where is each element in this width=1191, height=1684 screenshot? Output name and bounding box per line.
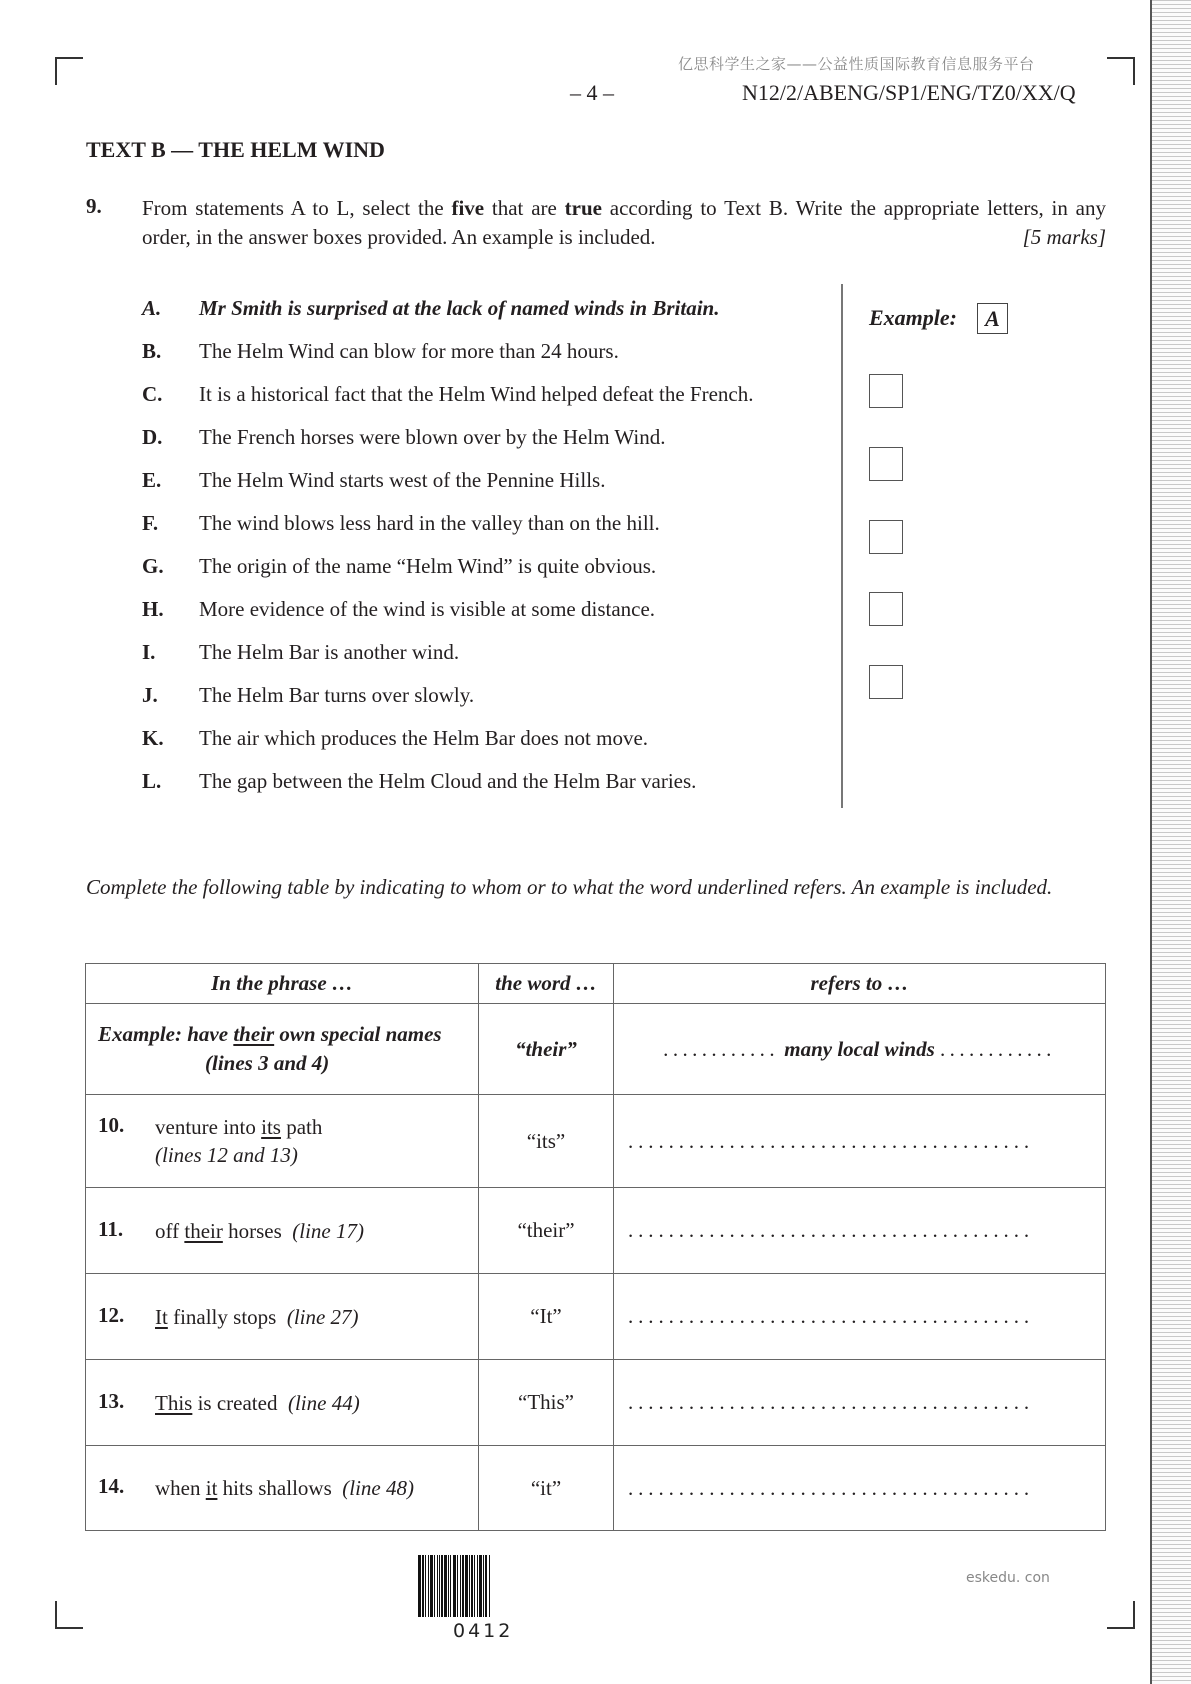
question-row-14 (86, 1446, 1106, 1531)
statement-letter: H. (142, 597, 164, 621)
page-number: – 4 – (570, 80, 614, 105)
barcode-bar (485, 1555, 487, 1617)
question-number: 10. (98, 1113, 125, 1137)
example-word-cell: “their” (479, 1004, 614, 1095)
question-text: From statements A to L, select the five that are true according to Text B. Write the appropriate letters, in any order, in the answer boxes provided. An example is included. [5 marks] (142, 194, 1106, 252)
phrase-cell (86, 1188, 479, 1274)
statement-letter: A. (142, 296, 162, 320)
marks-label: [5 marks] (1022, 225, 1106, 249)
barcode-bar (474, 1555, 475, 1617)
statement-text: It is a historical fact that the Helm Wind helped defeat the French. (199, 382, 754, 406)
line-reference: (line 27) (286, 1304, 359, 1329)
statement-text: More evidence of the wind is visible at some distance. (199, 597, 656, 621)
question-number: 14. (98, 1474, 125, 1498)
phrase-cell (86, 1274, 479, 1360)
table-instruction: Complete the following table by indicating to whom or to what the word underlined refers. An example is included. (86, 875, 1053, 899)
statement-letter: B. (142, 339, 162, 363)
statement-letter: J. (142, 683, 158, 707)
barcode-bar (465, 1555, 468, 1617)
barcode (418, 1555, 548, 1617)
barcode-bar (462, 1555, 464, 1617)
paper-code: N12/2/ABENG/SP1/ENG/TZ0/XX/Q (742, 80, 1076, 105)
phrase-cell (86, 1095, 479, 1188)
statement-letter: C. (142, 382, 163, 406)
barcode-bar (448, 1555, 449, 1617)
question-row-10 (86, 1095, 1106, 1188)
footer-site-watermark: eskedu. con (966, 1570, 1050, 1586)
answer-box-5[interactable] (869, 665, 903, 699)
word-cell: “It” (479, 1274, 614, 1360)
barcode-bar (453, 1555, 456, 1617)
word-cell: “it” (479, 1446, 614, 1531)
line-reference: (line 48) (342, 1476, 414, 1500)
phrase-text: off their horses (line 17) (155, 1218, 364, 1243)
line-reference: (lines 12 and 13) (155, 1143, 298, 1167)
vertical-divider (841, 284, 843, 808)
statement-text: The Helm Wind starts west of the Pennine Hills. (199, 468, 606, 492)
answer-dotted-line[interactable]: ........................................ (628, 1128, 1034, 1153)
header-word: the word … (479, 964, 614, 1004)
header-refers-to: refers to … (614, 964, 1106, 1004)
question-number: 11. (98, 1216, 124, 1241)
barcode-bar (418, 1555, 421, 1617)
underlined-word: It (155, 1304, 168, 1329)
example-phrase-cell: Example: have their own special names (lines 3 and 4) (86, 1004, 479, 1095)
statement-letter: K. (142, 726, 164, 750)
underlined-word: it (205, 1476, 218, 1500)
barcode-bar (437, 1555, 438, 1617)
barcode-bar (450, 1555, 451, 1617)
reference-table (85, 963, 1106, 1531)
statement-letter: E. (142, 468, 162, 492)
header-phrase: In the phrase … (86, 964, 479, 1004)
barcode-bar (422, 1555, 424, 1617)
underlined-word: This (155, 1390, 193, 1415)
underlined-word: its (261, 1115, 281, 1139)
question-number: 12. (98, 1302, 125, 1327)
barcode-bar (479, 1555, 482, 1617)
barcode-bar (471, 1555, 473, 1617)
section-title: TEXT B — THE HELM WIND (86, 137, 385, 162)
phrase-text: It finally stops (line 27) (155, 1304, 359, 1329)
example-answer-cell: ............ many local winds ............ (614, 1004, 1106, 1095)
statement-text: The wind blows less hard in the valley than on the hill. (199, 511, 660, 535)
answer-box-1[interactable] (869, 374, 903, 408)
underlined-word: their (233, 1022, 275, 1046)
crop-mark-top-right (1107, 57, 1135, 85)
barcode-bar (477, 1555, 478, 1617)
statement-text: The Helm Bar turns over slowly. (199, 683, 475, 707)
answer-dotted-line[interactable]: ........................................ (628, 1304, 1034, 1328)
answer-cell[interactable] (614, 1188, 1106, 1274)
line-reference: (line 17) (292, 1218, 364, 1243)
statement-letter: G. (142, 554, 164, 578)
statement-text: Mr Smith is surprised at the lack of named winds in Britain. (199, 296, 720, 320)
word-cell: “their” (479, 1188, 614, 1274)
statement-text: The origin of the name “Helm Wind” is quite obvious. (199, 554, 657, 578)
table-header-row (86, 964, 1106, 1004)
barcode-bar (425, 1555, 426, 1617)
statement-text: The French horses were blown over by the Helm Wind. (199, 425, 666, 449)
example-answer-box: A (977, 303, 1008, 334)
answer-cell[interactable] (614, 1095, 1106, 1188)
answer-dotted-line[interactable]: ........................................ (628, 1390, 1034, 1414)
phrase-text: when it hits shallows (line 48) (155, 1476, 414, 1500)
answer-dotted-line[interactable]: ........................................ (628, 1475, 1034, 1500)
question-number: 9. (86, 194, 102, 218)
answer-cell[interactable] (614, 1274, 1106, 1360)
statement-letter: I. (142, 640, 156, 664)
crop-mark-top-left (55, 57, 83, 85)
barcode-bar (430, 1555, 433, 1617)
statement-text: The gap between the Helm Cloud and the Helm Bar varies. (199, 769, 697, 793)
barcode-number: 0412 (453, 1620, 514, 1642)
question-row-11 (86, 1188, 1106, 1274)
answer-cell[interactable] (614, 1360, 1106, 1446)
statement-letter: D. (142, 425, 163, 449)
barcode-bar (469, 1555, 470, 1617)
example-row (86, 1004, 1106, 1095)
barcode-bar (489, 1555, 490, 1617)
line-reference: (line 44) (287, 1390, 360, 1415)
crop-mark-bottom-left (55, 1601, 83, 1629)
barcode-bar (441, 1555, 443, 1617)
example-answer: many local winds (784, 1036, 935, 1061)
underlined-word: their (184, 1218, 223, 1243)
word-cell: “This” (479, 1360, 614, 1446)
answer-box-2[interactable] (869, 447, 903, 481)
barcode-bar (439, 1555, 440, 1617)
statement-text: The Helm Bar is another wind. (199, 640, 460, 664)
question-number: 13. (98, 1388, 125, 1413)
statement-text: The Helm Wind can blow for more than 24 hours. (199, 339, 619, 363)
question-row-13 (86, 1360, 1106, 1446)
answer-cell[interactable] (614, 1446, 1106, 1531)
answer-box-4[interactable] (869, 592, 903, 626)
answer-dotted-line[interactable]: ........................................ (628, 1218, 1034, 1242)
barcode-bar (434, 1555, 435, 1617)
barcode-bar (428, 1555, 429, 1617)
phrase-text: venture into its path (lines 12 and 13) (155, 1115, 323, 1167)
barcode-bar (460, 1555, 461, 1617)
statement-text: The air which produces the Helm Bar does not move. (199, 726, 649, 750)
phrase-text: This is created (line 44) (155, 1390, 360, 1415)
question-row-12 (86, 1274, 1106, 1360)
barcode-bar (457, 1555, 458, 1617)
phrase-cell (86, 1446, 479, 1531)
barcode-bar (444, 1555, 447, 1617)
phrase-cell (86, 1360, 479, 1446)
page-edge-strip (1150, 0, 1191, 1684)
barcode-bar (483, 1555, 484, 1617)
crop-mark-bottom-right (1107, 1601, 1135, 1629)
answer-box-3[interactable] (869, 520, 903, 554)
word-cell: “its” (479, 1095, 614, 1188)
site-watermark: 亿思科学生之家——公益性质国际教育信息服务平台 (678, 55, 1035, 73)
statement-letter: L. (142, 769, 162, 793)
statement-letter: F. (142, 511, 159, 535)
example-label: Example: (869, 305, 957, 330)
